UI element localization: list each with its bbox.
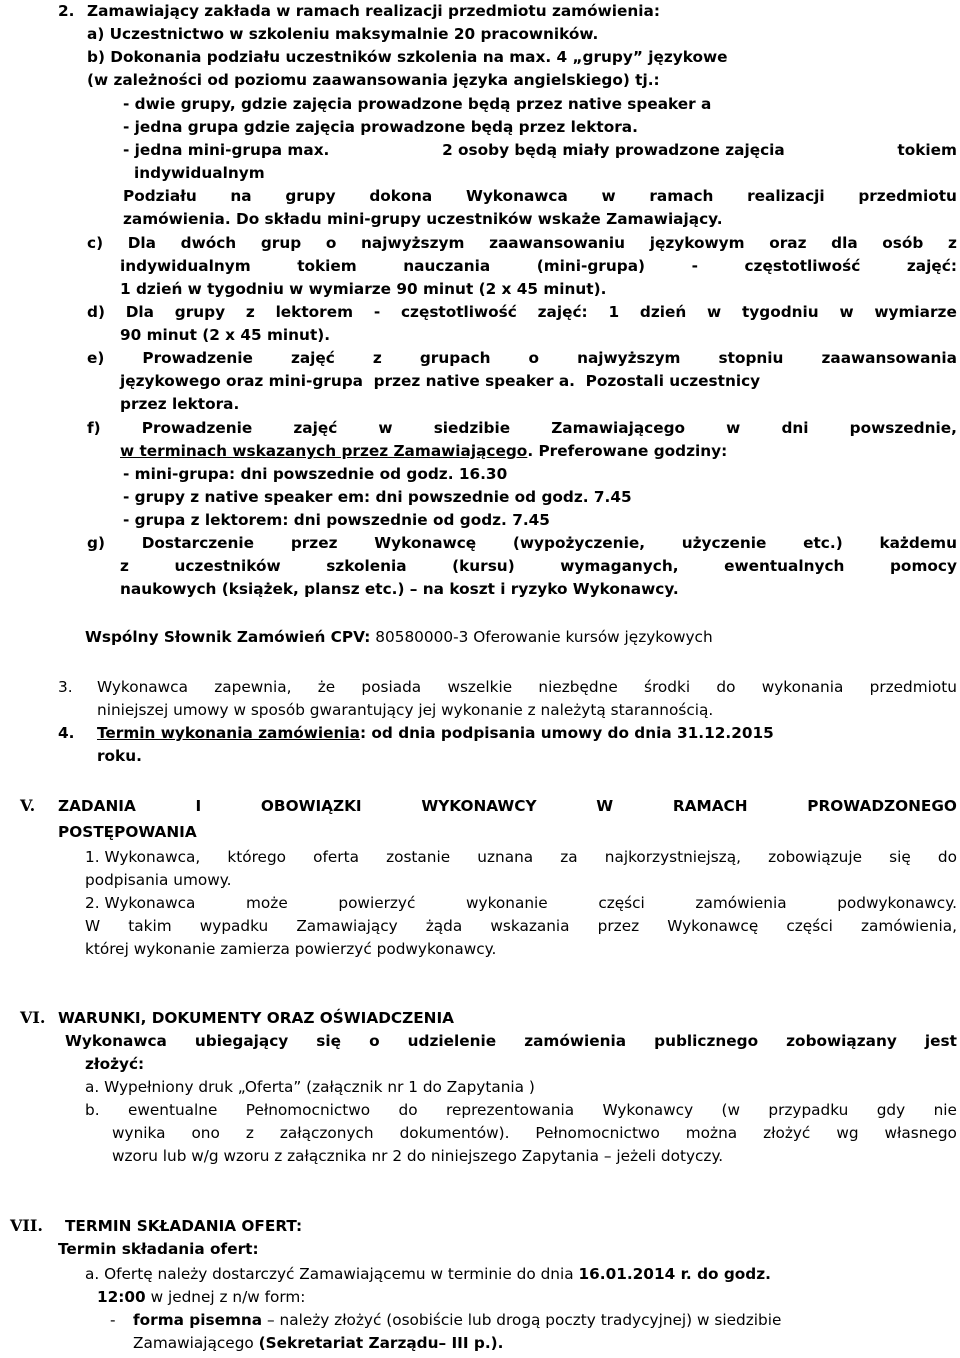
- form-item-dash: -: [110, 1311, 116, 1329]
- word: WYKONAWCY: [421, 797, 537, 815]
- item-g-line2: [120, 556, 957, 576]
- item-3-line2: niniejszej umowy w sposób gwarantujący jej wykonanie z należytą starannością.: [97, 701, 714, 719]
- word: Zamawiający: [296, 917, 398, 935]
- word: -: [691, 257, 698, 275]
- list-item: - jedna grupa gdzie zajęcia prowadzone będą przez lektora.: [123, 118, 638, 136]
- word: wskazania: [490, 917, 570, 935]
- item-a-text: a. Ofertę należy dostarczyć Zamawiającemu w terminie do dnia: [85, 1265, 579, 1283]
- division-line2: zamówienia. Do składu mini-grupy uczestników wskaże Zamawiający.: [123, 210, 723, 228]
- word: Dostarczenie: [141, 534, 255, 552]
- word: grupach: [419, 349, 491, 367]
- word: własnego: [884, 1124, 957, 1142]
- section-vii-title: TERMIN SKŁADANIA OFERT:: [65, 1217, 303, 1235]
- word: ramach: [649, 187, 714, 205]
- word: e): [87, 349, 105, 367]
- form-name: forma pisemna: [133, 1311, 263, 1329]
- word: może: [246, 894, 288, 912]
- word: (w: [721, 1101, 740, 1119]
- section-vii-item-a-line2: [97, 1287, 305, 1307]
- list-item: - grupa z lektorem: dni powszednie od godz. 7.45: [123, 511, 550, 529]
- section-v-p2: [85, 893, 957, 913]
- form-item-line1: [133, 1310, 781, 1330]
- word: językowym: [649, 234, 745, 252]
- word: zamówienia: [695, 894, 787, 912]
- word: zobowiązany: [786, 1032, 897, 1050]
- word: z: [120, 557, 129, 575]
- word: dni: [781, 419, 809, 437]
- word: siedzibie: [433, 419, 511, 437]
- section-vi-item-b-line1: [85, 1100, 957, 1120]
- word: jest: [924, 1032, 957, 1050]
- word: Wykonawca: [465, 187, 568, 205]
- cpv-line: [85, 627, 713, 647]
- word: Dla: [127, 234, 156, 252]
- word: oraz: [769, 234, 807, 252]
- word: dwóch: [180, 234, 237, 252]
- section-v-p1: [85, 847, 957, 867]
- cpv-value: 80580000-3 Oferowanie kursów językowych: [375, 628, 713, 646]
- item-a-line2-rest: w jednej z n/w form:: [145, 1288, 306, 1306]
- word: reprezentowania: [446, 1101, 575, 1119]
- word: w: [839, 303, 854, 321]
- word: z: [948, 234, 957, 252]
- section-v-title: [58, 796, 957, 816]
- section-vi-item-a: a. Wypełniony druk „Oferta” (załącznik nr 1 do Zapytania ): [85, 1078, 535, 1096]
- word: o: [325, 234, 337, 252]
- word: z: [245, 1124, 254, 1142]
- word: f): [87, 419, 101, 437]
- word: publicznego: [654, 1032, 759, 1050]
- word: nie: [933, 1101, 957, 1119]
- cpv-label: Wspólny Słownik Zamówień CPV:: [85, 628, 371, 646]
- word: wymiarze: [874, 303, 957, 321]
- word: którego: [227, 848, 287, 866]
- underlined-phrase: w terminach wskazanych przez Zamawiającego: [120, 442, 528, 460]
- division-line1: [123, 186, 957, 206]
- word: załączonych: [279, 1124, 374, 1142]
- word: dzień: [639, 303, 687, 321]
- word: Wykonawcę: [374, 534, 477, 552]
- word: szkolenia: [326, 557, 407, 575]
- word: wszelkie: [447, 678, 513, 696]
- word: dokumentów).: [399, 1124, 510, 1142]
- item-b-line2: (w zależności od poziomu zaawansowania języka angielskiego) tj.:: [87, 71, 660, 89]
- word: 1: [608, 303, 620, 321]
- form-item-line2: [133, 1333, 503, 1353]
- word: częstotliwość: [744, 257, 861, 275]
- word: tokiem: [297, 257, 357, 275]
- item-f-line1: [87, 418, 957, 438]
- word: o: [369, 1032, 380, 1050]
- word: powierzyć: [338, 894, 416, 912]
- word: użyczenie: [681, 534, 767, 552]
- word: do: [716, 678, 736, 696]
- deadline-time: 12:00: [97, 1288, 146, 1306]
- form-line2-prefix: Zamawiającego: [133, 1334, 259, 1352]
- word: zapewnia,: [214, 678, 292, 696]
- word: d): [87, 303, 105, 321]
- item-4-line2: roku.: [97, 747, 142, 765]
- section-v-roman: V.: [20, 796, 36, 815]
- word: ono: [191, 1124, 220, 1142]
- word: środki: [644, 678, 691, 696]
- section-v-p2-line2: [85, 916, 957, 936]
- item-3-line1: [97, 677, 957, 697]
- word: realizacji: [747, 187, 825, 205]
- word: najkorzystniejszą,: [604, 848, 741, 866]
- word: każdemu: [879, 534, 957, 552]
- word: indywidualnym: [120, 257, 251, 275]
- word: gdy: [876, 1101, 906, 1119]
- word: zamówienia,: [860, 917, 957, 935]
- word: RAMACH: [672, 797, 748, 815]
- word: niezbędne: [538, 678, 618, 696]
- word: W: [596, 797, 614, 815]
- word: wymaganych,: [560, 557, 679, 575]
- word: najwyższym: [361, 234, 465, 252]
- word: zobowiązuje: [768, 848, 863, 866]
- word: na: [230, 187, 252, 205]
- word: Prowadzenie: [142, 349, 253, 367]
- form-location: (Sekretariat Zarządu– III p.).: [258, 1334, 504, 1352]
- section-vii-item-a-line1: [85, 1264, 771, 1284]
- section-vi-roman: VI.: [20, 1008, 46, 1027]
- word: przez: [290, 534, 338, 552]
- word: podwykonawcy.: [837, 894, 957, 912]
- word: tygodniu: [741, 303, 819, 321]
- word: Dla: [125, 303, 154, 321]
- section-v-p2-line3: której wykonanie zamierza powierzyć podwykonawcy.: [85, 940, 497, 958]
- section-vi-item-b-line3: wzoru lub w/g wzoru z załącznika nr 2 do niniejszego Zapytania – jeżeli dotyczy.: [112, 1147, 724, 1165]
- word: 2. Wykonawca: [85, 894, 196, 912]
- word: powszednie,: [849, 419, 957, 437]
- item-g-line3: naukowych (książek, plansz etc.) – na koszt i ryzyko Wykonawcy.: [120, 580, 679, 598]
- item-4-rest: : od dnia podpisania umowy do dnia 31.12.2015: [359, 724, 774, 742]
- word: najwyższym: [577, 349, 681, 367]
- word: zamówienia: [524, 1032, 627, 1050]
- item-d-line2: 90 minut (2 x 45 minut).: [120, 326, 331, 344]
- item-g-line1: [87, 533, 957, 553]
- item-e-line2: językowego oraz mini-grupa przez native speaker a. Pozostali uczestnicy: [120, 372, 761, 390]
- word: wg: [836, 1124, 859, 1142]
- word: Pełnomocnictwo: [245, 1101, 371, 1119]
- word: ubiegający: [194, 1032, 289, 1050]
- section-2-number: 2.: [58, 2, 75, 20]
- word: w: [378, 419, 393, 437]
- item-3-number: 3.: [58, 678, 73, 696]
- word: części: [598, 894, 645, 912]
- word: Podziału: [123, 187, 197, 205]
- word: posiada: [361, 678, 422, 696]
- word: o: [528, 349, 540, 367]
- word: z: [245, 303, 255, 321]
- word: zajęć:: [537, 303, 588, 321]
- word: udzielenie: [407, 1032, 497, 1050]
- word: Pełnomocnictwo: [535, 1124, 660, 1142]
- word: W: [85, 917, 101, 935]
- item-c-line3: 1 dzień w tygodniu w wymiarze 90 minut (2 x 45 minut).: [120, 280, 607, 298]
- word: można: [685, 1124, 738, 1142]
- word: (mini-grupa): [536, 257, 646, 275]
- word: zajęć: [290, 349, 335, 367]
- word: b) Dokonania podziału uczestników szkolenia na max. 4 „grupy” językowe: [87, 48, 728, 66]
- word: Wykonawca: [97, 678, 188, 696]
- word: oferta: [313, 848, 359, 866]
- word: g): [87, 534, 105, 552]
- word: się: [889, 848, 911, 866]
- word: Zamawiającego: [551, 419, 686, 437]
- word: (wypożyczenie,: [512, 534, 645, 552]
- section-2-header: Zamawiający zakłada w ramach realizacji przedmiotu zamówienia:: [87, 2, 660, 20]
- word: za: [560, 848, 578, 866]
- word: przedmiotu: [858, 187, 957, 205]
- list-item-continuation: indywidualnym: [134, 164, 265, 182]
- word: stopniu: [718, 349, 784, 367]
- form-description: – należy złożyć (osobiście lub drogą poczty tradycyjnej) w siedzibie: [262, 1311, 782, 1329]
- word: -: [373, 303, 381, 321]
- word: 2 osoby będą miały prowadzone zajęcia: [442, 141, 785, 159]
- word: zajęć: [293, 419, 338, 437]
- word: grupy: [285, 187, 336, 205]
- section-vii-roman: VII.: [10, 1216, 43, 1235]
- section-v-title-line2: POSTĘPOWANIA: [58, 823, 197, 841]
- word: uznana: [477, 848, 534, 866]
- word: b.: [85, 1101, 100, 1119]
- section-vi-title: WARUNKI, DOKUMENTY ORAZ OŚWIADCZENIA: [58, 1009, 454, 1027]
- list-item: [123, 140, 957, 160]
- word: pomocy: [889, 557, 957, 575]
- list-item: - dwie grupy, gdzie zajęcia prowadzone będą przez native speaker a: [123, 95, 712, 113]
- item-b-line1: [87, 47, 957, 67]
- word: 1. Wykonawca,: [85, 848, 201, 866]
- word: uczestników: [174, 557, 281, 575]
- word: dokona: [369, 187, 433, 205]
- word: wynika: [112, 1124, 166, 1142]
- word: - jedna mini-grupa max.: [123, 141, 330, 159]
- word: przypadku: [768, 1101, 849, 1119]
- word: do: [937, 848, 957, 866]
- word: Prowadzenie: [141, 419, 253, 437]
- word: żąda: [425, 917, 463, 935]
- item-4-label: Termin wykonania zamówienia: [97, 724, 360, 742]
- word: zaawansowania: [821, 349, 957, 367]
- word: ewentualne: [127, 1101, 218, 1119]
- deadline-date: 16.01.2014 r. do godz.: [578, 1265, 771, 1283]
- word: części: [786, 917, 833, 935]
- item-d-line1: [87, 302, 957, 322]
- word: zostanie: [386, 848, 451, 866]
- word: przedmiotu: [869, 678, 957, 696]
- word: z: [372, 349, 382, 367]
- word: zajęć:: [906, 257, 957, 275]
- word: ewentualnych: [724, 557, 845, 575]
- item-e-line1: [87, 348, 957, 368]
- word: grupy: [174, 303, 226, 321]
- section-vi-intro-cont: złożyć:: [85, 1055, 145, 1073]
- word: lektorem: [275, 303, 354, 321]
- word: grup: [260, 234, 302, 252]
- word: Wykonawcę: [667, 917, 759, 935]
- word: złożyć: [763, 1124, 811, 1142]
- section-vi-item-b-line2: [112, 1123, 957, 1143]
- item-4-line1: [97, 723, 774, 743]
- word: OBOWIĄZKI: [260, 797, 362, 815]
- item-c-line1: [87, 233, 957, 253]
- item-c-line2: [120, 256, 957, 276]
- item-e-line3: przez lektora.: [120, 395, 240, 413]
- section-v-p1-cont: podpisania umowy.: [85, 871, 232, 889]
- word: ZADANIA: [58, 797, 136, 815]
- word: etc.): [803, 534, 843, 552]
- word: osób: [882, 234, 924, 252]
- word: do: [398, 1101, 418, 1119]
- word: dla: [831, 234, 858, 252]
- word: częstotliwość: [400, 303, 517, 321]
- word: się: [316, 1032, 342, 1050]
- word: w: [601, 187, 616, 205]
- word: nauczania: [403, 257, 491, 275]
- word: w: [726, 419, 741, 437]
- word: tokiem: [897, 141, 957, 159]
- word: Wykonawca: [65, 1032, 167, 1050]
- word: zaawansowaniu: [489, 234, 626, 252]
- word: (kursu): [452, 557, 515, 575]
- item-a: a) Uczestnictwo w szkoleniu maksymalnie 20 pracowników.: [87, 25, 599, 43]
- word: że: [317, 678, 336, 696]
- item-f-line2-rest: . Preferowane godziny:: [527, 442, 728, 460]
- word: takim: [128, 917, 172, 935]
- word: wykonania: [761, 678, 844, 696]
- section-vii-subtitle: Termin składania ofert:: [58, 1240, 259, 1258]
- word: Wykonawcy: [602, 1101, 694, 1119]
- list-item: - mini-grupa: dni powszednie od godz. 16.30: [123, 465, 508, 483]
- word: c): [87, 234, 104, 252]
- word: przez: [597, 917, 640, 935]
- item-4-number: 4.: [58, 724, 75, 742]
- word: wykonanie: [466, 894, 548, 912]
- word: wypadku: [199, 917, 269, 935]
- word: PROWADZONEGO: [807, 797, 957, 815]
- section-vi-intro: [65, 1031, 957, 1051]
- word: w: [707, 303, 722, 321]
- item-f-line2: [120, 441, 727, 461]
- list-item: - grupy z native speaker em: dni powszednie od godz. 7.45: [123, 488, 632, 506]
- word: I: [195, 797, 202, 815]
